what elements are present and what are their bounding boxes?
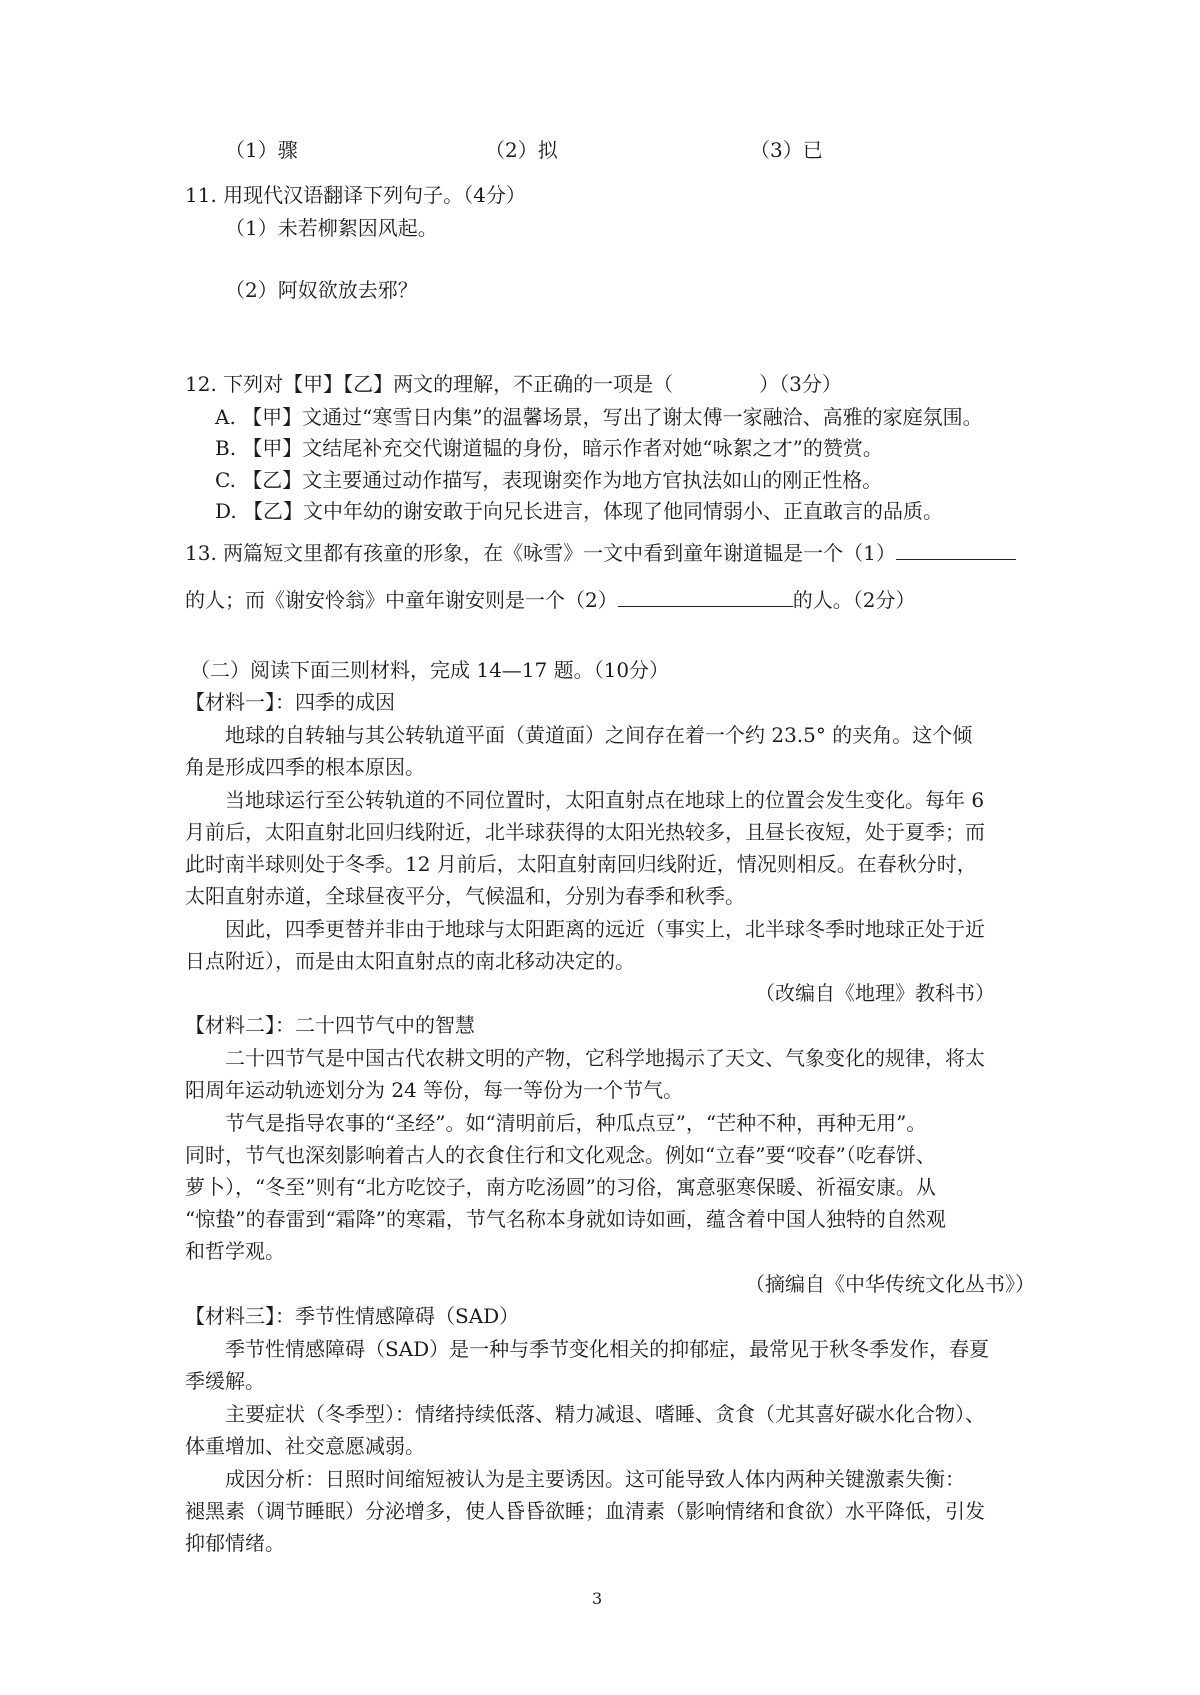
material-2-line-2: 阳周年运动轨迹划分为 24 等份，每一等份为一个节气。 xyxy=(185,1078,684,1102)
material-1-line-8: 日点附近），而是由太阳直射点的南北移动决定的。 xyxy=(185,949,635,973)
q12-stem xyxy=(185,368,842,400)
material-2-line-3: 节气是指导农事的“圣经”。如“清明前后，种瓜点豆”，“芒种不种，再种无用”。 xyxy=(225,1111,927,1135)
material-3-line-2: 季缓解。 xyxy=(185,1369,265,1393)
material-3-title: 【材料三】：季节性情感障碍（SAD） xyxy=(185,1304,520,1328)
material-1-line-6: 太阳直射赤道，全球昼夜平分，气候温和，分别为春季和秋季。 xyxy=(185,884,745,908)
q12-option-b: B. 【甲】文结尾补充交代谢道韫的身份，暗示作者对她“咏絮之才”的赞赏。 xyxy=(215,436,883,460)
material-2-title: 【材料二】：二十四节气中的智慧 xyxy=(185,1013,475,1037)
q10-word-2: （2）拟 xyxy=(485,138,558,162)
material-1-line-1: 地球的自转轴与其公转轨道平面（黄道面）之间存在着一个约 23.5° 的夹角。这个倾 xyxy=(225,723,973,747)
material-1-line-3: 当地球运行至公转轨道的不同位置时，太阳直射点在地球上的位置会发生变化。每年 6 xyxy=(225,788,985,812)
q13-blank-2 xyxy=(618,584,793,607)
material-3-line-1: 季节性情感障碍（SAD）是一种与季节变化相关的抑郁症，最常见于秋冬季发作，春夏 xyxy=(225,1337,990,1361)
q12-stem-score: ）（3分） xyxy=(759,372,842,396)
material-1-line-2: 角是形成四季的根本原因。 xyxy=(185,755,425,779)
material-3-line-7: 抑郁情绪。 xyxy=(185,1531,285,1555)
q11-sentence-1: （1）未若柳絮因风起。 xyxy=(225,216,438,240)
material-1-line-5: 此时南半球则处于冬季。12 月前后，太阳直射南回归线附近，情况则相反。在春秋分时， xyxy=(185,852,977,876)
q12-option-d: D. 【乙】文中年幼的谢安敢于向兄长进言，体现了他同情弱小、正直敢言的品质。 xyxy=(215,499,944,523)
q10-word-3: （3）已 xyxy=(750,138,823,162)
material-2-line-6: “惊蛰”的春雷到“霜降”的寒霜，节气名称本身就如诗如画，蕴含着中国人独特的自然观 xyxy=(185,1207,946,1231)
material-2-line-7: 和哲学观。 xyxy=(185,1239,285,1263)
material-3-line-6: 褪黑素（调节睡眠）分泌增多，使人昏昏欲睡；血清素（影响情绪和食欲）水平降低，引发 xyxy=(185,1499,985,1523)
material-2-line-4: 同时，节气也深刻影响着古人的衣食住行和文化观念。例如“立春”要“咬春”（吃春饼、 xyxy=(185,1143,936,1167)
material-3-line-5: 成因分析：日照时间缩短被认为是主要诱因。这可能导致人体内两种关键激素失衡： xyxy=(225,1467,965,1491)
section-2-title: （二）阅读下面三则材料，完成 14—17 题。（10分） xyxy=(190,658,670,682)
q13-line-1 xyxy=(185,537,1016,569)
material-3-line-4: 体重增加、社交意愿减弱。 xyxy=(185,1434,425,1458)
q13-line-1-text: 13. 两篇短文里都有孩童的形象，在《咏雪》一文中看到童年谢道韫是一个（1） xyxy=(185,541,896,565)
material-1-source: （改编自《地理》教科书） xyxy=(755,981,995,1005)
q12-option-a: A. 【甲】文通过“寒雪日内集”的温馨场景，写出了谢太傅一家融洽、高雅的家庭氛围。 xyxy=(215,405,983,429)
q11-sentence-2: （2）阿奴欲放去邪？ xyxy=(225,278,418,302)
material-1-line-7: 因此，四季更替并非由于地球与太阳距离的远近（事实上，北半球冬季时地球正处于近 xyxy=(225,917,985,941)
material-2-source: （摘编自《中华传统文化丛书》） xyxy=(745,1272,1035,1296)
page-number: 3 xyxy=(592,1589,603,1608)
q13-line-2-text: 的人；而《谢安怜翁》中童年谢安则是一个（2） xyxy=(185,588,618,612)
material-2-line-1: 二十四节气是中国古代农耕文明的产物，它科学地揭示了天文、气象变化的规律，将太 xyxy=(225,1046,985,1070)
q13-line-2 xyxy=(185,584,915,616)
q12-stem-text: 12. 下列对【甲】【乙】两文的理解，不正确的一项是（ xyxy=(185,372,674,396)
q12-option-c: C. 【乙】文主要通过动作描写，表现谢奕作为地方官执法如山的刚正性格。 xyxy=(215,468,883,492)
material-1-title: 【材料一】：四季的成因 xyxy=(185,690,395,714)
material-2-line-5: 萝卜），“冬至”则有“北方吃饺子，南方吃汤圆”的习俗，寓意驱寒保暖、祈福安康。从 xyxy=(185,1175,936,1199)
material-1-line-4: 月前后，太阳直射北回归线附近，北半球获得的太阳光热较多，且昼长夜短，处于夏季；而 xyxy=(185,820,985,844)
q11-stem: 11. 用现代汉语翻译下列句子。（4分） xyxy=(185,183,526,207)
q10-word-1: （1）骤 xyxy=(225,138,298,162)
q13-line-2-end: 的人。（2分） xyxy=(792,588,916,612)
q13-blank-1 xyxy=(896,537,1016,560)
material-3-line-3: 主要症状（冬季型）：情绪持续低落、精力减退、嗜睡、贪食（尤其喜好碳水化合物）、 xyxy=(225,1402,985,1426)
